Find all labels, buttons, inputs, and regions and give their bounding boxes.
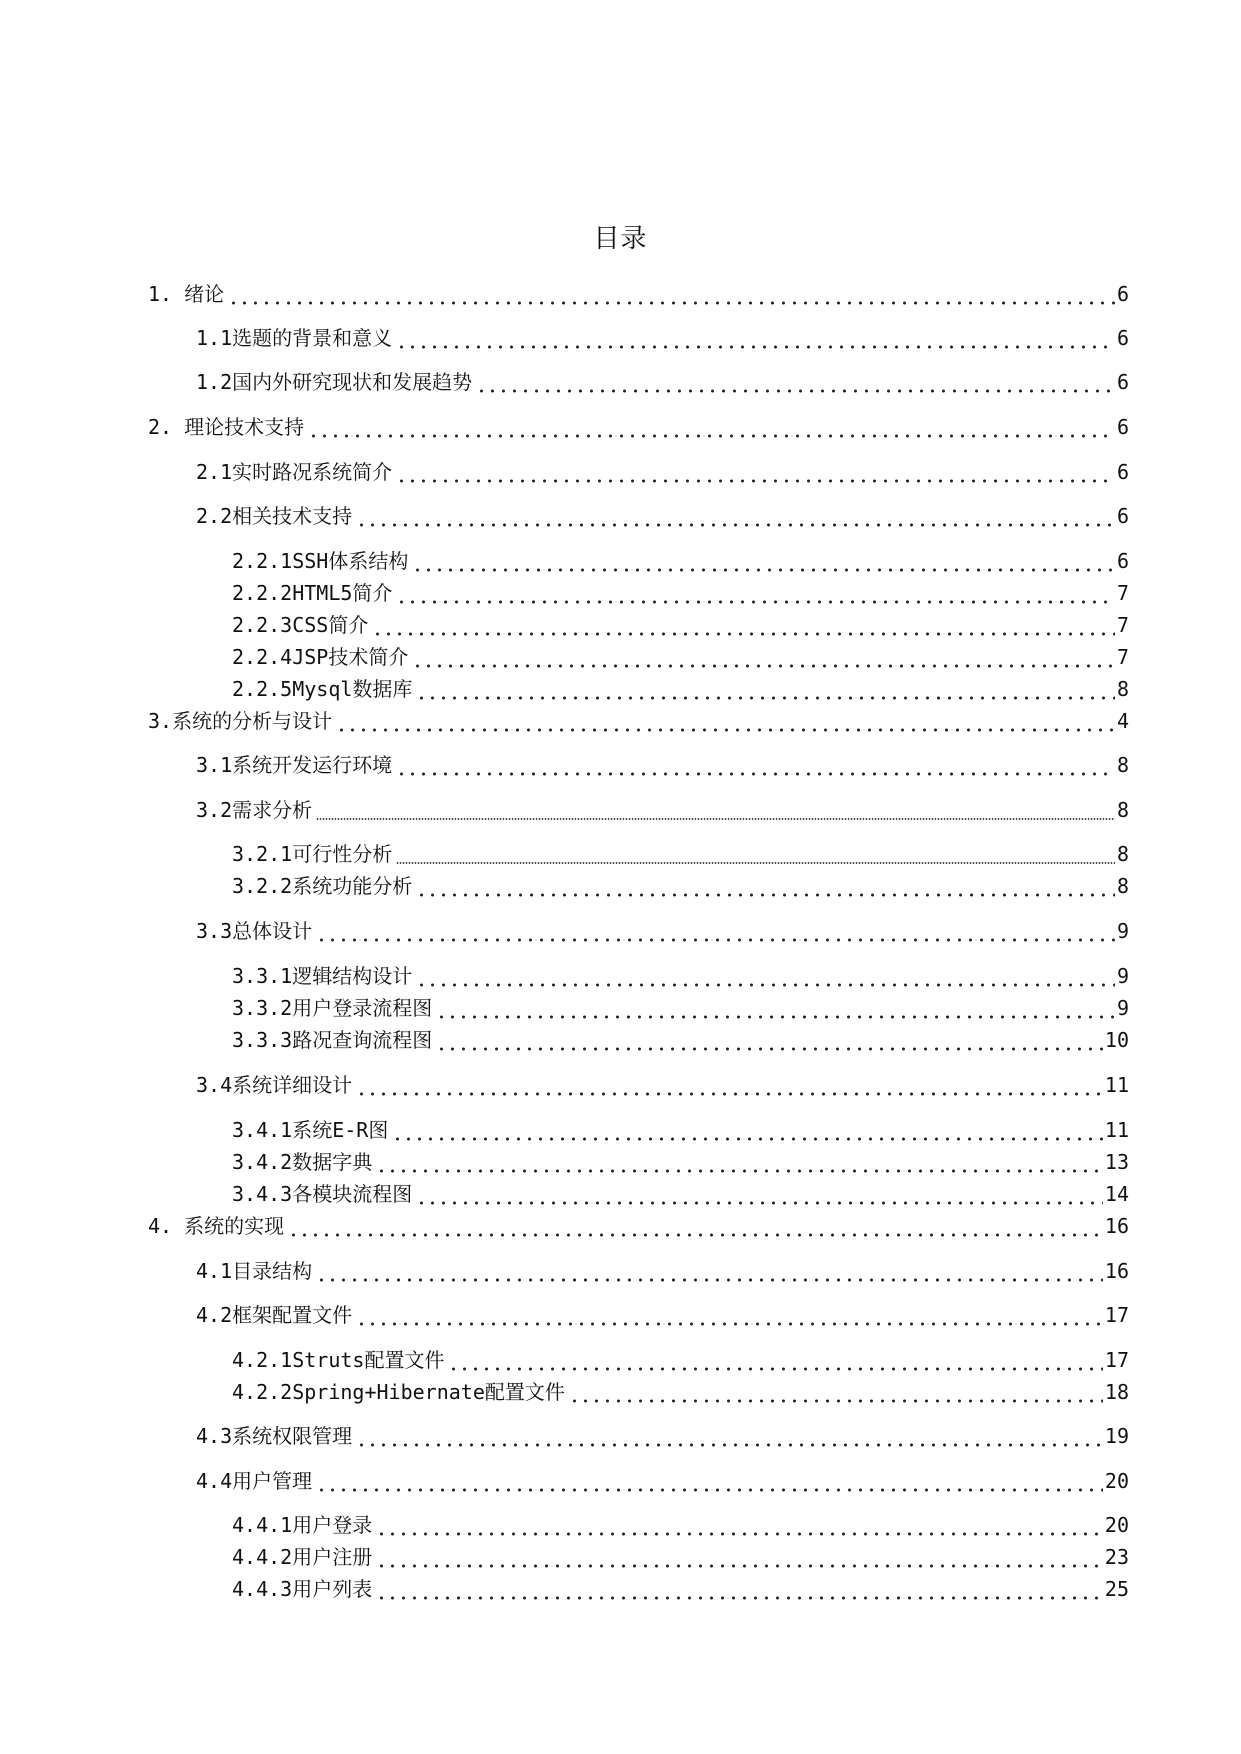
dot-leader [416,1180,1103,1208]
toc-page-number: 6 [1116,415,1129,439]
toc-entry-label: 1.1选题的背景和意义 [196,326,393,350]
toc-entry [196,1301,1129,1329]
dot-leader [356,1301,1103,1329]
dot-leader [396,458,1115,486]
toc-page-number: 23 [1104,1545,1129,1569]
toc-entry [196,368,1129,396]
toc-page-number: 7 [1116,581,1129,605]
toc-entry [232,962,1129,990]
toc-page-number: 11 [1104,1073,1129,1097]
toc-entry-label: 3.2需求分析 [196,798,313,822]
toc-page-number: 9 [1116,996,1129,1020]
dot-leader [416,872,1115,900]
toc-page-number: 16 [1104,1214,1129,1238]
toc-entry-label: 2.2.3CSS简介 [232,613,369,637]
dot-leader [288,1212,1103,1240]
toc-entry-label: 2.2.2HTML5简介 [232,581,393,605]
dot-leader [416,962,1115,990]
dot-leader [396,579,1115,607]
toc-page-number: 7 [1116,645,1129,669]
toc-entry-label: 2.2.1SSH体系结构 [232,549,409,573]
toc-entry [148,413,1129,441]
toc-page-number: 6 [1116,282,1129,306]
toc-page-number: 16 [1104,1259,1129,1283]
toc-page-number: 7 [1116,613,1129,637]
dot-leader [316,1467,1103,1495]
toc-entry [232,1116,1129,1144]
toc-entry [232,579,1129,607]
toc-entry-label: 4.2框架配置文件 [196,1303,353,1327]
toc-page-number: 9 [1116,919,1129,943]
dot-leader [569,1378,1103,1406]
toc-entry-label: 3.2.1可行性分析 [232,842,393,866]
toc-page-number: 8 [1116,677,1129,701]
toc-page-number: 8 [1116,874,1129,898]
dot-leader [336,707,1115,735]
dot-leader [396,840,1115,868]
dot-leader [316,917,1115,945]
toc-entry-label: 2.2相关技术支持 [196,504,353,528]
toc-page-number: 6 [1116,549,1129,573]
toc-page-number: 14 [1104,1182,1129,1206]
toc-entry [196,324,1129,352]
dot-leader [316,796,1115,824]
dot-leader [476,368,1115,396]
toc-page-number: 17 [1104,1348,1129,1372]
toc-entry [148,707,1129,735]
toc-page-number: 17 [1104,1303,1129,1327]
toc-entry-label: 1. 绪论 [148,282,225,306]
toc-entry-label: 4.3系统权限管理 [196,1424,353,1448]
toc-entry-label: 1.2国内外研究现状和发展趋势 [196,370,473,394]
page-title: 目录 [593,224,648,254]
dot-leader [396,751,1115,779]
toc-entry [148,1212,1129,1240]
toc-entry-label: 4.1目录结构 [196,1259,313,1283]
toc-entry [196,458,1129,486]
toc-entry-label: 4.4用户管理 [196,1469,313,1493]
dot-leader [376,1543,1103,1571]
toc-entry-label: 3.3.1逻辑结构设计 [232,964,413,988]
toc-page-number: 10 [1104,1028,1129,1052]
toc-page-number: 8 [1116,753,1129,777]
toc-entry-label: 3.3.2用户登录流程图 [232,996,433,1020]
toc-page-number: 8 [1116,798,1129,822]
toc-entry-label: 4.2.1Struts配置文件 [232,1348,445,1372]
dot-leader [376,1575,1103,1603]
dot-leader [412,547,1115,575]
toc-entry [196,502,1129,530]
toc-entry-label: 3.2.2系统功能分析 [232,874,413,898]
toc-entry [232,1575,1129,1603]
toc-entry [232,1148,1129,1176]
toc-entry-label: 3.4.1系统E-R图 [232,1118,389,1142]
toc-page-number: 11 [1104,1118,1129,1142]
toc-page-number: 19 [1104,1424,1129,1448]
toc-entry-label: 3.3.3路况查询流程图 [232,1028,433,1052]
toc-entry-label: 3.4.2数据字典 [232,1150,373,1174]
toc-page-number: 6 [1116,370,1129,394]
dot-leader [228,280,1115,308]
toc-page-number: 20 [1104,1513,1129,1537]
toc-entry [196,1467,1129,1495]
toc-entry [196,917,1129,945]
dot-leader [392,1116,1103,1144]
toc-page-number: 6 [1116,460,1129,484]
dot-leader [436,994,1115,1022]
dot-leader [376,1148,1103,1176]
toc-entry-label: 4.4.1用户登录 [232,1513,373,1537]
toc-entry-label: 3.系统的分析与设计 [148,709,333,733]
toc-page-number: 4 [1116,709,1129,733]
toc-entry [196,796,1129,824]
toc-entry [232,675,1129,703]
toc-entry [196,1071,1129,1099]
toc-page-number: 9 [1116,964,1129,988]
toc-entry [232,1026,1129,1054]
dot-leader [308,413,1115,441]
dot-leader [436,1026,1103,1054]
toc-entry [196,1257,1129,1285]
toc-entry [232,840,1129,868]
toc-entry-label: 4. 系统的实现 [148,1214,285,1238]
toc-entry [232,1543,1129,1571]
dot-leader [356,1071,1103,1099]
toc-entry [232,1378,1129,1406]
toc-entry-label: 2. 理论技术支持 [148,415,305,439]
dot-leader [416,675,1115,703]
toc-entry [232,547,1129,575]
toc-page-number: 6 [1116,504,1129,528]
toc-entry [232,1511,1129,1539]
toc-entry [148,280,1129,308]
toc-entry-label: 4.4.2用户注册 [232,1545,373,1569]
toc-page-number: 13 [1104,1150,1129,1174]
toc-entry-label: 3.3总体设计 [196,919,313,943]
toc-entry-label: 3.1系统开发运行环境 [196,753,393,777]
toc-page-number: 20 [1104,1469,1129,1493]
toc-entry [232,994,1129,1022]
dot-leader [356,1422,1103,1450]
dot-leader [316,1257,1103,1285]
toc-entry [232,643,1129,671]
toc-page-number: 8 [1116,842,1129,866]
toc-entry [232,1180,1129,1208]
toc-entry [196,1422,1129,1450]
dot-leader [412,643,1115,671]
toc-entry [196,751,1129,779]
dot-leader [372,611,1115,639]
toc-entry-label: 3.4系统详细设计 [196,1073,353,1097]
toc-entry-label: 2.2.5Mysql数据库 [232,677,413,701]
dot-leader [356,502,1115,530]
dot-leader [376,1511,1103,1539]
toc-entry [232,1346,1129,1374]
dot-leader [396,324,1115,352]
toc-page-number: 25 [1104,1577,1129,1601]
toc-entry [232,611,1129,639]
toc-page-number: 6 [1116,326,1129,350]
toc-entry-label: 2.1实时路况系统简介 [196,460,393,484]
toc-entry-label: 3.4.3各模块流程图 [232,1182,413,1206]
dot-leader [448,1346,1102,1374]
toc-entry-label: 4.2.2Spring+Hibernate配置文件 [232,1380,565,1404]
toc-entry-label: 4.4.3用户列表 [232,1577,373,1601]
toc-entry-label: 2.2.4JSP技术简介 [232,645,409,669]
toc-entry [232,872,1129,900]
toc-page-number: 18 [1104,1380,1129,1404]
